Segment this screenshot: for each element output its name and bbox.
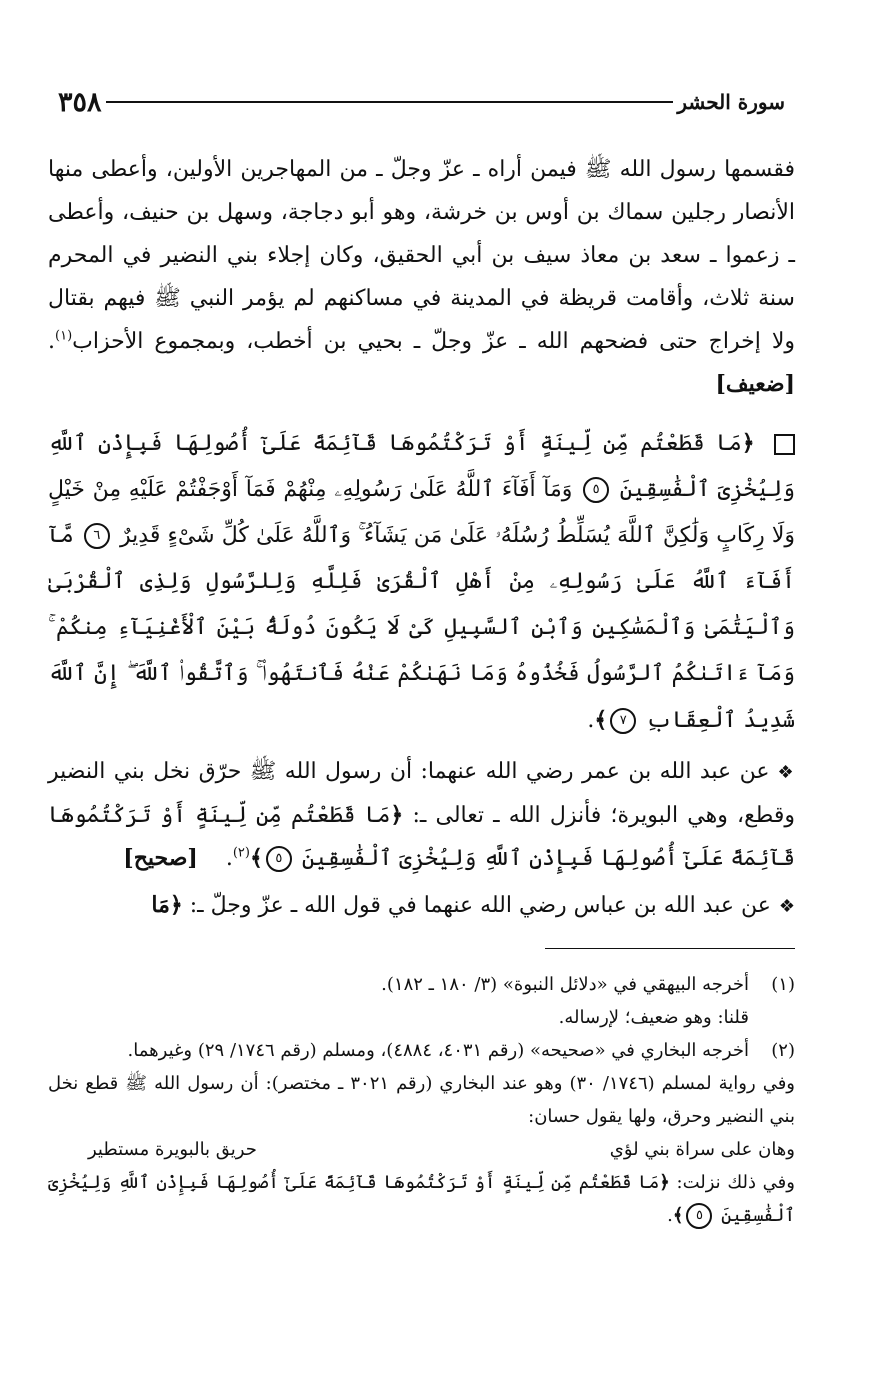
quran-open-bracket: ﴿	[741, 430, 755, 456]
surah-title: سورة الحشر	[677, 90, 785, 114]
quran-part-1: مَا قَطَعْتُم مِّن لِّينَةٍ أَوْ تَرَكْتُمُوهَا قَآئِمَةً عَلَىٰٓ أُصُولِهَا فَبِإِذْنِ ٱللَّهِ وَلِيُخْزِىَ ٱلْفَٰسِقِينَ	[48, 431, 796, 502]
header-rule	[106, 101, 674, 103]
ayah-number-7: ٧	[610, 708, 636, 734]
grade-sahih: [صحيح]	[123, 845, 198, 871]
footnote-2	[48, 1034, 795, 1067]
quran-part-2: وَمَآ أَفَآءَ ٱللَّهُ عَلَىٰ رَسُولِهِۦ مِنْهُمْ فَمَآ أَوْجَفْتُمْ عَلَيْهِ مِنْ خَيْلٍ وَلَا رِكَابٍ وَلَٰكِنَّ ٱللَّهَ يُسَلِّطُ رُسُلَهُۥ عَلَىٰ مَن يَشَآءُ ۚ وَٱللَّهُ عَلَىٰ كُلِّ شَىْءٍ قَدِيرٌ	[48, 477, 796, 548]
footnote-2-ayah-5: ٥	[686, 1203, 712, 1229]
hadith1-text: عن عبد الله بن عمر رضي الله عنهما: أن رسول الله ﷺ حرّق نخل بني النضير وقطع، وهي البويرة؛ فأنزل الله ـ تعالى ـ:	[48, 759, 795, 828]
star-bullet-icon: ❖	[778, 896, 795, 917]
poem-first-hemistich: وهان على سراة بني لؤي	[609, 1139, 795, 1160]
footnote-2-narration: وفي رواية لمسلم (١٧٤٦/ ٣٠) وهو عند البخاري (رقم ٣٠٢١ ـ مختصر): أن رسول الله ﷺ قطع نخل بني النضير وحرق، ولها يقول حسان:	[48, 1073, 795, 1127]
footnote-1-note: قلنا: وهو ضعيف؛ لإرساله.	[558, 1007, 749, 1028]
hadith2-quote-start: ﴿مَا	[151, 892, 183, 918]
hadith1-quote: مَا قَطَعْتُم مِّن لِّينَةٍ أَوْ تَرَكْتُمُوهَا قَآئِمَةً عَلَىٰٓ أُصُولِهَا فَبِإِذْنِ ٱللَّهِ وَلِيُخْزِىَ ٱلْفَٰسِقِينَ	[48, 803, 795, 871]
footnotes	[48, 968, 795, 1232]
footnote-2-source: أخرجه البخاري في «صحيحه» (رقم ٤٠٣١، ٤٨٨٤)، ومسلم (رقم ١٧٤٦/ ٢٩) وغيرهما.	[127, 1040, 749, 1061]
star-bullet-icon: ❖	[777, 762, 795, 783]
footnote-ref-1[interactable]: (١)	[55, 328, 73, 344]
quran-close-bracket: ﴾	[594, 707, 608, 733]
footnote-1-number: (١)	[771, 974, 795, 995]
poem-second-hemistich: حريق بالبويرة مستطير	[88, 1139, 257, 1160]
intro-text: فقسمها رسول الله ﷺ فيمن أراه ـ عزّ وجلّ ـ من المهاجرين الأولين، وأعطى منها الأنصار رجلين سماك بن أوس بن خرشة، وهو أبو دجاجة، وسهل بن حنيف، وأعطى ـ زعموا ـ سعد بن معاذ سيف بن أبي الحقيق، وكان إجلاء بني النضير في المحرم سنة ثلاث، وأقامت قريظة في المدينة في مساكنهم لم يؤمر النبي ﷺ فيهم بقتال ولا إخراج حتى فضحهم الله ـ عزّ وجلّ ـ بحيي بن أخطب، وبمجموع الأحزاب	[48, 157, 795, 354]
footnote-ref-2[interactable]: (٢)	[232, 845, 250, 861]
intro-paragraph	[48, 148, 795, 406]
hadith-ibn-umar: ❖عن عبد الله بن عمر رضي الله عنهما: أن رسول الله ﷺ حرّق نخل بني النضير وقطع، وهي البويرة؛ فأنزل الله ـ تعالى ـ: ﴿مَا قَطَعْتُم مِّن لِّينَةٍ أَوْ تَرَكْتُمُوهَا قَآئِمَةً عَلَىٰٓ أُصُولِهَا فَبِإِذْنِ ٱللَّهِ وَلِيُخْزِىَ ٱلْفَٰسِقِينَ ٥﴾$^{(٢)}$. [صحيح]	[48, 759, 795, 871]
footnote-2-revelation: وفي ذلك نزلت: ﴿مَا قَطَعْتُم مِّن لِّينَةٍ أَوْ تَرَكْتُمُوهَا قَآئِمَةً عَلَىٰٓ أُصُولِهَا فَبِإِذْنِ ٱللَّهِ وَلِيُخْزِىَ ٱلْفَٰسِقِينَ ٥﴾.	[48, 1166, 795, 1232]
hadith-ibn-abbas	[48, 884, 795, 928]
grade-weak: [ضعيف]	[715, 371, 795, 397]
quran-end: .	[587, 708, 595, 733]
square-bullet-icon	[774, 434, 795, 455]
quran-passage	[48, 420, 795, 744]
ayah-number-5: ٥	[583, 477, 609, 503]
hadith1-ayah-5: ٥	[266, 846, 292, 872]
page	[48, 84, 795, 1380]
footnote-divider	[545, 948, 795, 949]
ayah-number-6: ٦	[84, 523, 110, 549]
footnote-2-number: (٢)	[771, 1040, 795, 1061]
hadith-section	[48, 750, 795, 928]
quran-part-3: مَّآ أَفَآءَ ٱللَّهُ عَلَىٰ رَسُولِهِۦ مِنْ أَهْلِ ٱلْقُرَىٰ فَلِلَّهِ وَلِلرَّسُولِ وَلِذِى ٱلْقُرْبَىٰ وَٱلْيَتَٰمَىٰ وَٱلْمَسَٰكِينِ وَٱبْنِ ٱلسَّبِيلِ كَىْ لَا يَكُونَ دُولَةًۢ بَيْنَ ٱلْأَغْنِيَآءِ مِنكُمْ ۚ وَمَآ ءَاتَىٰكُمُ ٱلرَّسُولُ فَخُذُوهُ وَمَا نَهَىٰكُمْ عَنْهُ فَٱنتَهُوا۟ ۚ وَٱتَّقُوا۟ ٱللَّهَ ۖ إِنَّ ٱللَّهَ شَدِيدُ ٱلْعِقَابِ	[48, 523, 795, 733]
intro-end: .	[48, 329, 55, 354]
hadith2-text: عن عبد الله بن عباس رضي الله عنهما في قول الله ـ عزّ وجلّ ـ:	[189, 893, 771, 918]
footnote-1	[48, 968, 795, 1001]
page-number: ٣٥٨	[58, 86, 102, 118]
footnote-1-source: أخرجه البيهقي في «دلائل النبوة» (٣/ ١٨٠ ـ ١٨٢).	[381, 974, 749, 995]
footnote-2-quote: مَا قَطَعْتُم مِّن لِّينَةٍ أَوْ تَرَكْتُمُوهَا قَآئِمَةً عَلَىٰٓ أُصُولِهَا فَبِإِذْنِ ٱللَّهِ وَلِيُخْزِىَ ٱلْفَٰسِقِينَ	[48, 1172, 795, 1226]
page-header	[48, 84, 795, 120]
poem-verse	[48, 1133, 795, 1166]
